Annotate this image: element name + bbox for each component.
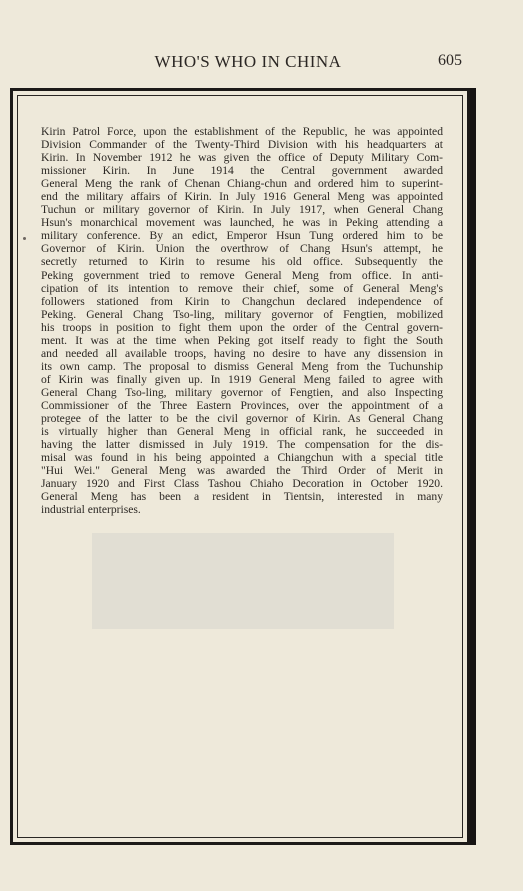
text-line: and needed all available troops, having no desire to have any dissension in (41, 346, 443, 360)
text-line: followers stationed from Kirin to Changchun declared independence of (41, 294, 443, 308)
ink-speck (23, 237, 26, 240)
biography-text (41, 125, 443, 516)
text-line: General Chang Tso-ling, military governor of Fengtien, and also Inspecting (41, 385, 443, 399)
text-line: Tuchun or military governor of Kirin. In July 1917, when General Chang (41, 203, 443, 217)
running-title: WHO'S WHO IN CHINA (154, 52, 342, 71)
page-number: 605 (438, 52, 462, 69)
text-line: ment. It was at the time when Peking got itself ready to fight the South (41, 333, 443, 347)
text-line: having the latter dismissed in July 1919. The compensation for the dis- (41, 438, 443, 452)
text-line: January 1920 and First Class Tashou Chiaho Decoration in October 1920. (41, 477, 443, 491)
text-line: industrial enterprises. (41, 503, 141, 517)
text-line: "Hui Wei." General Meng was awarded the Third Order of Merit in (41, 464, 443, 478)
text-line: his troops in position to fight them upon the order of the Central govern- (41, 320, 443, 334)
text-line: protegee of the latter to be the civil governor of Kirin. As General Chang (41, 412, 443, 426)
text-line: General Meng the rank of Chenan Chiang-chun and ordered him to superint- (41, 177, 443, 191)
text-line: Kirin. In November 1912 he was given the office of Deputy Military Com- (41, 151, 443, 165)
text-line: Division Commander of the Twenty-Third Division with his headquarters at (41, 138, 443, 152)
text-line: of Kirin was finally given up. In 1919 General Meng failed to agree with (41, 372, 443, 386)
text-line: military conference. By an edict, Emperor Hsun Tung ordered him to be (41, 229, 443, 243)
text-line: Kirin Patrol Force, upon the establishment of the Republic, he was appointed (41, 125, 443, 138)
text-line: secretly returned to Kirin to resume his old office. Subsequently the (41, 255, 443, 269)
faded-photo-area (92, 533, 394, 629)
text-line: General Meng has been a resident in Tientsin, interested in many (41, 490, 443, 504)
text-line: Peking. General Chang Tso-ling, military governor of Fengtien, mobilized (41, 307, 443, 321)
text-line: end the military affairs of Kirin. In July 1916 General Meng was appointed (41, 190, 443, 204)
text-line: is virtually higher than General Meng in official rank, he succeeded in (41, 425, 443, 439)
text-line: missioner Kirin. In June 1914 the Central government awarded (41, 164, 443, 178)
text-line: cipation of its intention to remove their chief, some of General Meng's (41, 281, 443, 295)
text-line: Commissioner of the Three Eastern Provinces, over the appointment of a (41, 398, 443, 412)
text-line: Hsun's monarchical movement was launched, he was in Peking attending a (41, 216, 443, 230)
page-header (0, 52, 523, 74)
page-border-shadow (470, 88, 476, 845)
text-line: its own camp. The proposal to dismiss General Meng from the Tuchunship (41, 359, 443, 373)
text-line: misal was found in his being appointed a Chiangchun with a special title (41, 451, 443, 465)
text-line: Governor of Kirin. Union the overthrow of Chang Hsun's attempt, he (41, 242, 443, 256)
text-line: Peking government tried to remove General Meng from office. In anti- (41, 268, 443, 282)
